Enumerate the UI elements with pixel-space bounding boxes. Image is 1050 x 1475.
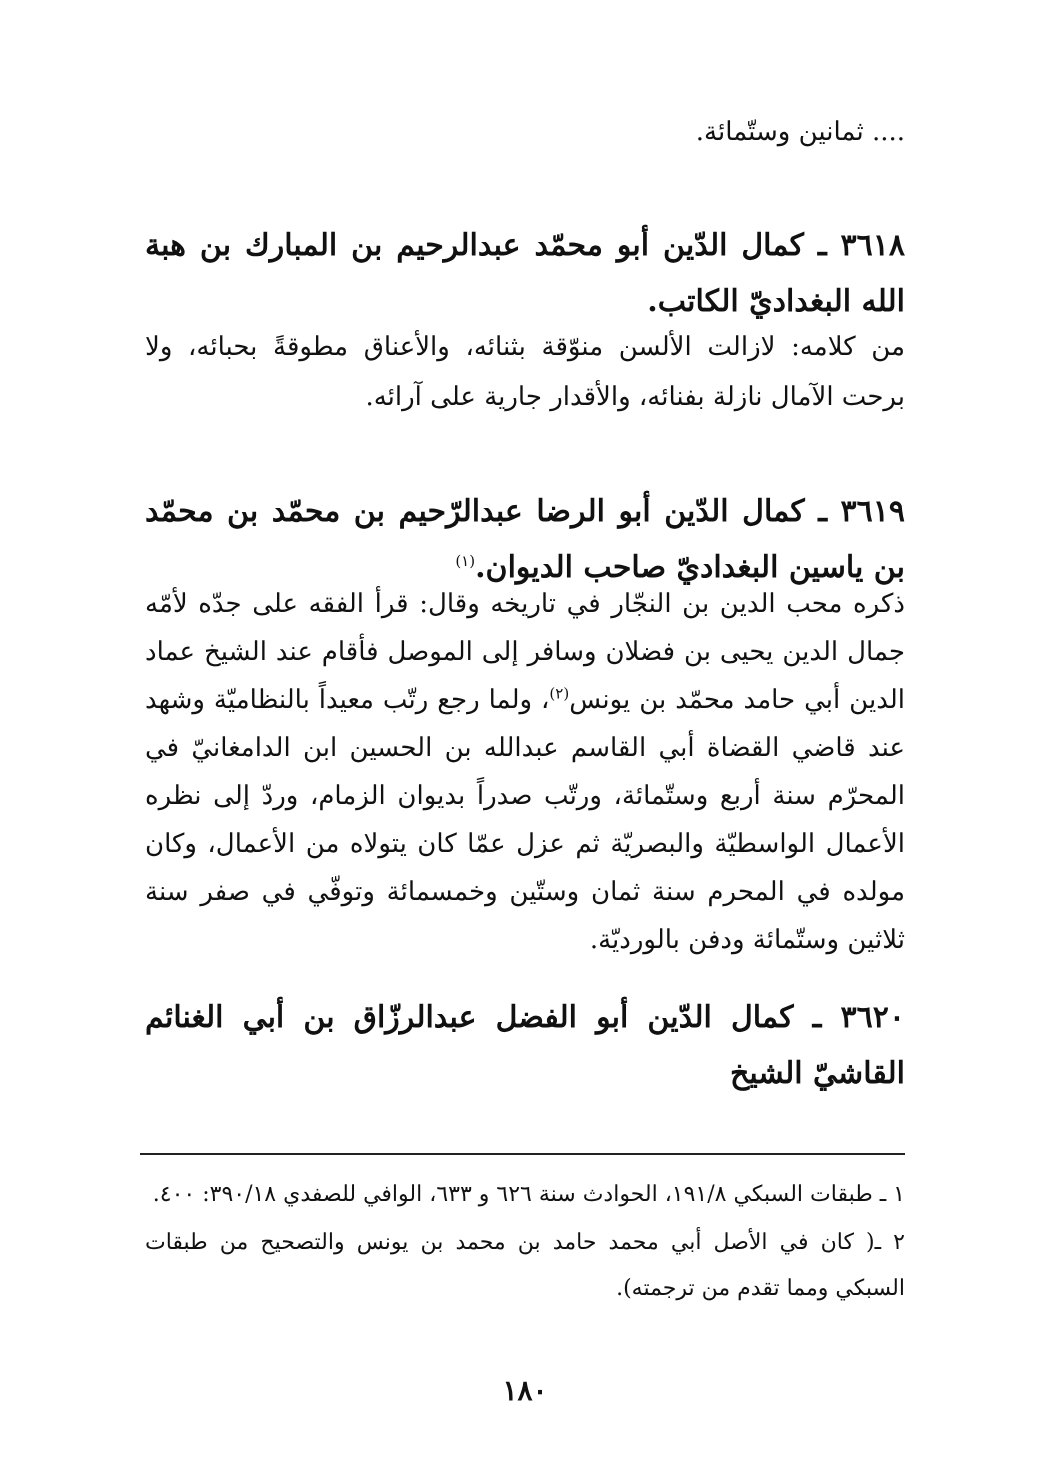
entry-3619-body-part2: ، ولما رجع رتّب معيداً بالنظاميّة وشهد عند قاضي القضاة أبي القاسم عبدالله بن الحسين ابن الدامغانيّ في المحرّم سنة أربع وستّمائة، ورتّب صدراً بديوان الزمام، وردّ إلى نظره الأعمال الواسطيّة والبصريّة ثم عزل عمّا كان يتولاه من الأعمال، وكان مولده في المحرم سنة ثمان وستّين وخمسمائة وتوفّي في صفر سنة ثلاثين وستّمائة ودفن بالورديّة. <box>145 685 905 955</box>
footnote-ref-1[interactable]: (١) <box>455 552 476 570</box>
entry-3619-heading-text: ٣٦١٩ ـ كمال الدّين أبو الرضا عبدالرّحيم بن محمّد بن محمّد بن ياسين البغداديّ صاحب الديوان. <box>145 494 905 585</box>
entry-3618-body: من كلامه: لازالت الألسن منوّقة بثنائه، والأعناق مطوقةً بحبائه، ولا برحت الآمال نازلة بفنائه، والأقدار جارية على آرائه. <box>145 332 905 412</box>
page-number: ١٨٠ <box>502 1374 548 1407</box>
entry-3619-body <box>145 580 905 964</box>
entry-3620-heading <box>145 990 905 1102</box>
footnote-1: ١ ـ طبقات السبكي ١٩١/٨، الحوادث سنة ٦٢٦ و ٦٣٣، الوافي للصفدي ٣٩٠/١٨: ٤٠٠. <box>152 1182 905 1207</box>
footnote-2: ٢ ـ( كان في الأصل أبي محمد حامد بن محمد بن يونس والتصحيح من طبقات السبكي ومما تقدم من ترجمته). <box>145 1230 905 1301</box>
footnote-ref-2[interactable]: (٢) <box>549 684 570 703</box>
footnote-separator <box>140 1153 905 1155</box>
entry-3619-body-part1: ذكره محب الدين بن النجّار في تاريخه وقال: قرأ الفقه على جدّه لأمّه جمال الدين يحيى بن فضلان وسافر إلى الموصل فأقام عند الشيخ عماد الدين أبي حامد محمّد بن يونس <box>145 589 905 715</box>
entry-3618-heading <box>145 218 905 330</box>
continued-text: .... ثمانين وستّمائة. <box>695 117 905 147</box>
footnotes <box>145 1172 905 1314</box>
entry-3620-heading-text: ٣٦٢٠ ـ كمال الدّين أبو الفضل عبدالرزّاق بن أبي الغنائم القاشيّ الشيخ <box>145 1000 905 1091</box>
entry-3618-heading-text: ٣٦١٨ ـ كمال الدّين أبو محمّد عبدالرحيم بن المبارك بن هبة الله البغداديّ الكاتب. <box>145 228 905 319</box>
